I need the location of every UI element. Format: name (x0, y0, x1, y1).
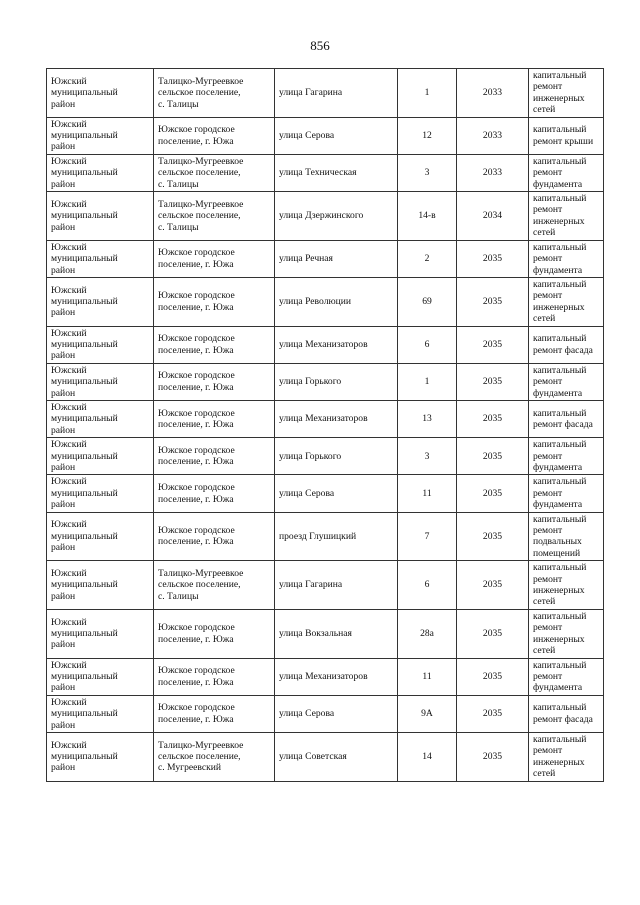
work-type-cell: капитальный ремонт инженерных сетей (529, 609, 604, 658)
settlement-cell: Южское городское поселение, г. Южа (154, 609, 275, 658)
settlement-cell: Южское городское поселение, г. Южа (154, 695, 275, 732)
settlement-cell: Южское городское поселение, г. Южа (154, 326, 275, 363)
house-number-cell: 9А (398, 695, 457, 732)
street-cell: улица Серова (275, 117, 398, 154)
district-cell: Южский муниципальный район (47, 561, 154, 610)
table-row (47, 117, 604, 154)
street-cell: улица Горького (275, 363, 398, 400)
repair-schedule-table (46, 68, 604, 782)
work-type-cell: капитальный ремонт инженерных сетей (529, 69, 604, 118)
street-cell: проезд Глушицкий (275, 512, 398, 561)
house-number-cell: 12 (398, 117, 457, 154)
street-cell: улица Техническая (275, 154, 398, 191)
table-row (47, 69, 604, 118)
street-cell: улица Дзержинского (275, 192, 398, 241)
settlement-cell: Талицко-Мугреевкое сельское поселение, с. Талицы (154, 69, 275, 118)
district-cell: Южский муниципальный район (47, 400, 154, 437)
table-row (47, 326, 604, 363)
table-row (47, 363, 604, 400)
settlement-cell: Талицко-Мугреевкое сельское поселение, с. Талицы (154, 192, 275, 241)
settlement-cell: Южское городское поселение, г. Южа (154, 117, 275, 154)
table-row (47, 658, 604, 695)
street-cell: улица Гагарина (275, 561, 398, 610)
year-cell: 2035 (457, 475, 529, 512)
year-cell: 2035 (457, 561, 529, 610)
year-cell: 2035 (457, 438, 529, 475)
year-cell: 2035 (457, 658, 529, 695)
year-cell: 2035 (457, 695, 529, 732)
page-number: 856 (310, 38, 330, 53)
settlement-cell: Южское городское поселение, г. Южа (154, 512, 275, 561)
house-number-cell: 1 (398, 69, 457, 118)
work-type-cell: капитальный ремонт фундамента (529, 438, 604, 475)
district-cell: Южский муниципальный район (47, 117, 154, 154)
work-type-cell: капитальный ремонт фундамента (529, 363, 604, 400)
table-row (47, 512, 604, 561)
table-row (47, 732, 604, 781)
settlement-cell: Талицко-Мугреевкое сельское поселение, с. Мугреевский (154, 732, 275, 781)
house-number-cell: 1 (398, 363, 457, 400)
settlement-cell: Южское городское поселение, г. Южа (154, 658, 275, 695)
work-type-cell: капитальный ремонт крыши (529, 117, 604, 154)
house-number-cell: 7 (398, 512, 457, 561)
work-type-cell: капитальный ремонт инженерных сетей (529, 561, 604, 610)
table-row (47, 438, 604, 475)
street-cell: улица Советская (275, 732, 398, 781)
table-row (47, 475, 604, 512)
settlement-cell: Южское городское поселение, г. Южа (154, 240, 275, 277)
year-cell: 2035 (457, 277, 529, 326)
table-row (47, 609, 604, 658)
district-cell: Южский муниципальный район (47, 192, 154, 241)
district-cell: Южский муниципальный район (47, 326, 154, 363)
work-type-cell: капитальный ремонт подвальных помещений (529, 512, 604, 561)
street-cell: улица Механизаторов (275, 400, 398, 437)
year-cell: 2035 (457, 240, 529, 277)
house-number-cell: 6 (398, 561, 457, 610)
settlement-cell: Южское городское поселение, г. Южа (154, 277, 275, 326)
work-type-cell: капитальный ремонт фундамента (529, 154, 604, 191)
year-cell: 2035 (457, 326, 529, 363)
year-cell: 2033 (457, 154, 529, 191)
district-cell: Южский муниципальный район (47, 732, 154, 781)
district-cell: Южский муниципальный район (47, 695, 154, 732)
house-number-cell: 14-в (398, 192, 457, 241)
settlement-cell: Талицко-Мугреевкое сельское поселение, с. Талицы (154, 561, 275, 610)
street-cell: улица Механизаторов (275, 326, 398, 363)
district-cell: Южский муниципальный район (47, 609, 154, 658)
street-cell: улица Горького (275, 438, 398, 475)
street-cell: улица Революции (275, 277, 398, 326)
year-cell: 2035 (457, 512, 529, 561)
district-cell: Южский муниципальный район (47, 277, 154, 326)
table-body (47, 69, 604, 782)
work-type-cell: капитальный ремонт фундамента (529, 658, 604, 695)
work-type-cell: капитальный ремонт фасада (529, 326, 604, 363)
table-row (47, 400, 604, 437)
district-cell: Южский муниципальный район (47, 512, 154, 561)
work-type-cell: капитальный ремонт фундамента (529, 240, 604, 277)
district-cell: Южский муниципальный район (47, 69, 154, 118)
work-type-cell: капитальный ремонт фундамента (529, 475, 604, 512)
house-number-cell: 11 (398, 658, 457, 695)
year-cell: 2035 (457, 732, 529, 781)
table-row (47, 561, 604, 610)
year-cell: 2035 (457, 400, 529, 437)
street-cell: улица Вокзальная (275, 609, 398, 658)
settlement-cell: Южское городское поселение, г. Южа (154, 363, 275, 400)
street-cell: улица Серова (275, 475, 398, 512)
settlement-cell: Южское городское поселение, г. Южа (154, 475, 275, 512)
table-row (47, 154, 604, 191)
district-cell: Южский муниципальный район (47, 240, 154, 277)
year-cell: 2035 (457, 609, 529, 658)
work-type-cell: капитальный ремонт фасада (529, 695, 604, 732)
house-number-cell: 11 (398, 475, 457, 512)
settlement-cell: Южское городское поселение, г. Южа (154, 400, 275, 437)
year-cell: 2034 (457, 192, 529, 241)
year-cell: 2035 (457, 363, 529, 400)
street-cell: улица Серова (275, 695, 398, 732)
district-cell: Южский муниципальный район (47, 658, 154, 695)
house-number-cell: 6 (398, 326, 457, 363)
house-number-cell: 14 (398, 732, 457, 781)
settlement-cell: Талицко-Мугреевкое сельское поселение, с. Талицы (154, 154, 275, 191)
settlement-cell: Южское городское поселение, г. Южа (154, 438, 275, 475)
district-cell: Южский муниципальный район (47, 475, 154, 512)
house-number-cell: 13 (398, 400, 457, 437)
district-cell: Южский муниципальный район (47, 363, 154, 400)
table-row (47, 277, 604, 326)
work-type-cell: капитальный ремонт инженерных сетей (529, 277, 604, 326)
district-cell: Южский муниципальный район (47, 154, 154, 191)
street-cell: улица Механизаторов (275, 658, 398, 695)
work-type-cell: капитальный ремонт фасада (529, 400, 604, 437)
work-type-cell: капитальный ремонт инженерных сетей (529, 192, 604, 241)
house-number-cell: 3 (398, 438, 457, 475)
street-cell: улица Гагарина (275, 69, 398, 118)
table-row (47, 192, 604, 241)
table-row (47, 695, 604, 732)
table-row (47, 240, 604, 277)
house-number-cell: 28а (398, 609, 457, 658)
year-cell: 2033 (457, 69, 529, 118)
work-type-cell: капитальный ремонт инженерных сетей (529, 732, 604, 781)
year-cell: 2033 (457, 117, 529, 154)
district-cell: Южский муниципальный район (47, 438, 154, 475)
house-number-cell: 69 (398, 277, 457, 326)
house-number-cell: 3 (398, 154, 457, 191)
house-number-cell: 2 (398, 240, 457, 277)
street-cell: улица Речная (275, 240, 398, 277)
